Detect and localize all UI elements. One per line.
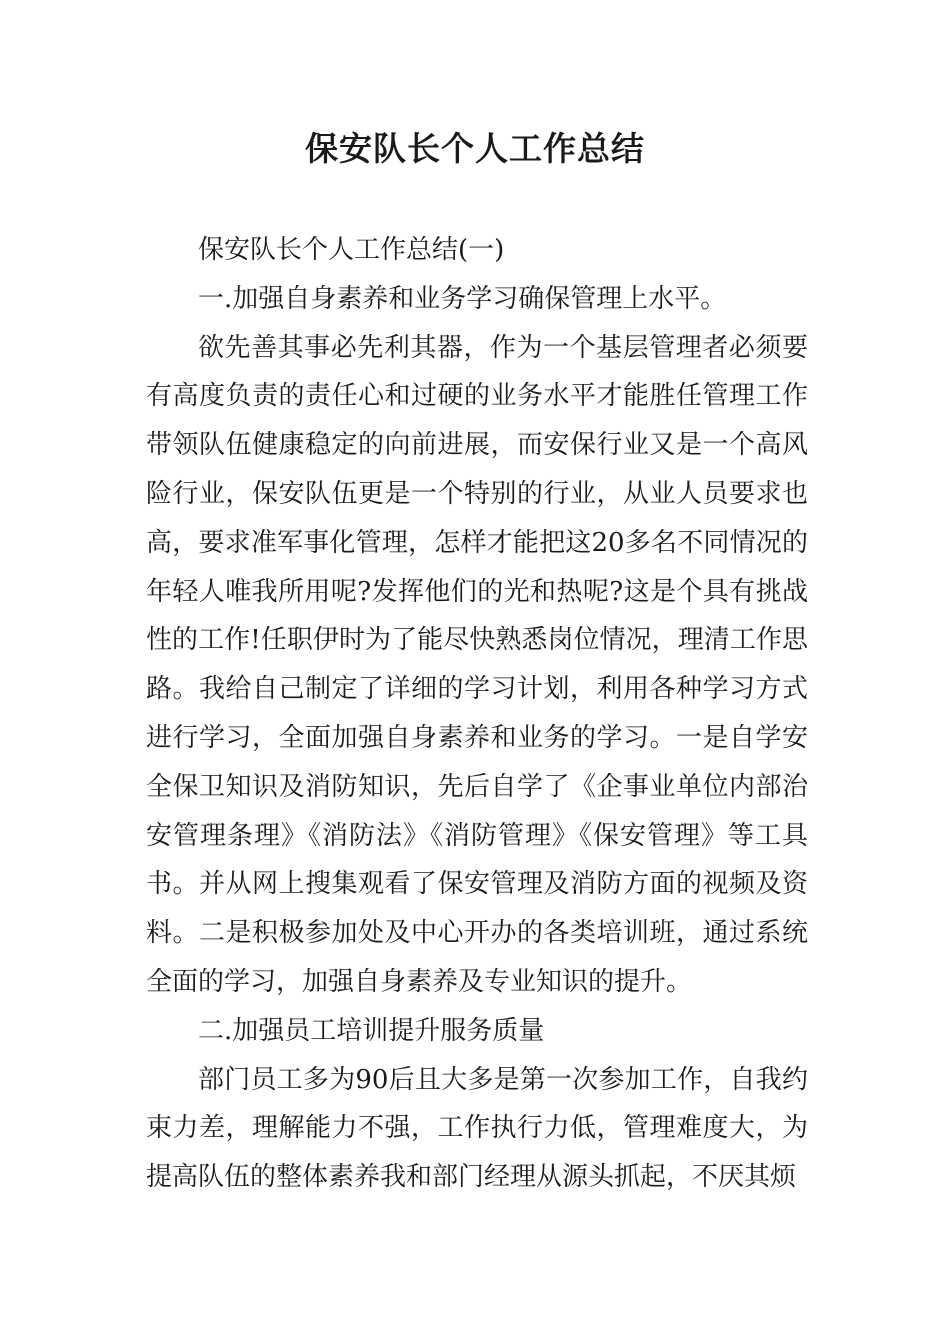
document-title: 保安队长个人工作总结 xyxy=(305,129,645,168)
section-heading: 保安队长个人工作总结(一) xyxy=(198,235,505,265)
document-body xyxy=(146,226,808,1202)
subsection-heading: 一.加强自身素养和业务学习确保管理上水平。 xyxy=(198,283,727,314)
subsection-heading: 二.加强员工培训提升服务质量 xyxy=(198,1015,545,1046)
body-paragraph: 部门员工多为90后且大多是第一次参加工作，自我约束力差，理解能力不强，工作执行力低，管理难度大，为提高队伍的整体素养我和部门经理从源头抓起，不厌其烦 xyxy=(146,1064,808,1193)
body-paragraph: 欲先善其事必先利其器，作为一个基层管理者必须要有高度负责的责任心和过硬的业务水平才能胜任管理工作带领队伍健康稳定的向前进展，而安保行业又是一个高风险行业，保安队伍更是一个特别的行业，从业人员要求也高，要求准军事化管理，怎样才能把这20多名不同情况的年轻人唯我所用呢?发挥他们的光和热呢?这是个具有挑战性的工作!任职伊时为了能尽快熟悉岗位情况，理清工作思路。我给自己制定了详细的学习计划，利用各种学习方式进行学习，全面加强自身素养和业务的学习。一是自学安全保卫知识及消防知识，先后自学了《企事业单位内部治安管理条理》《消防法》《消防管理》《保安管理》等工具书。并从网上搜集观看了保安管理及消防方面的视频及资料。二是积极参加处及中心开办的各类培训班，通过系统全面的学习，加强自身素养及专业知识的提升。 xyxy=(146,332,808,997)
